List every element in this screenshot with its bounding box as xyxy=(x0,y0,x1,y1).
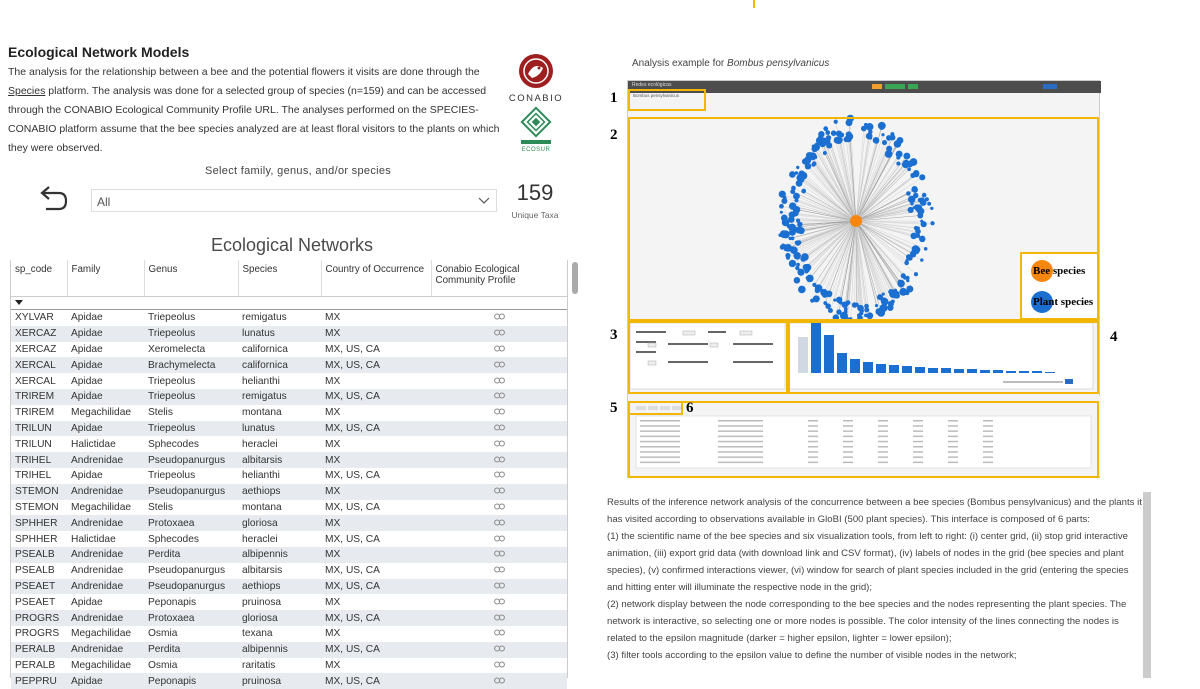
link-icon[interactable] xyxy=(494,408,505,415)
highlight-box-3 xyxy=(628,321,788,394)
cell-family: Halictidae xyxy=(67,436,144,452)
sort-desc-icon[interactable] xyxy=(11,297,67,310)
table-row xyxy=(11,563,567,579)
profile-link-cell[interactable] xyxy=(431,373,567,389)
cell-family: Apidae xyxy=(67,373,144,389)
label-3: 3 xyxy=(610,327,618,344)
profile-link-cell[interactable] xyxy=(431,563,567,579)
cell-genus: Pseudopanurgus xyxy=(144,579,238,595)
table-title: Ecological Networks xyxy=(211,235,373,256)
cell-species: californica xyxy=(238,357,321,373)
species-link[interactable]: Species xyxy=(8,85,45,97)
table-row xyxy=(11,547,567,563)
unique-taxa-card xyxy=(505,180,565,220)
cell-family: Andrenidae xyxy=(67,579,144,595)
table-row xyxy=(11,531,567,547)
profile-link-cell[interactable] xyxy=(431,405,567,421)
cell-sp-code: SPHHER xyxy=(11,531,67,547)
cell-country: MX xyxy=(321,658,431,674)
cell-species: helianthi xyxy=(238,468,321,484)
cell-family: Andrenidae xyxy=(67,563,144,579)
profile-link-cell[interactable] xyxy=(431,626,567,642)
profile-link-cell[interactable] xyxy=(431,642,567,658)
link-icon[interactable] xyxy=(494,535,505,542)
ecosur-emblem-icon xyxy=(519,108,553,146)
cell-country: MX xyxy=(321,326,431,342)
results-description xyxy=(607,494,1147,664)
link-icon[interactable] xyxy=(494,519,505,526)
cell-country: MX xyxy=(321,436,431,452)
link-icon[interactable] xyxy=(494,424,505,431)
link-icon[interactable] xyxy=(494,598,505,605)
page-title: Ecological Network Models xyxy=(8,44,189,60)
cell-species: aethiops xyxy=(238,484,321,500)
cell-country: MX, US, CA xyxy=(321,500,431,516)
cell-genus: Brachymelecta xyxy=(144,357,238,373)
cell-country: MX, US, CA xyxy=(321,342,431,358)
profile-link-cell[interactable] xyxy=(431,515,567,531)
profile-link-cell[interactable] xyxy=(431,610,567,626)
column-header-sp-code[interactable]: sp_code xyxy=(11,260,67,297)
link-icon[interactable] xyxy=(494,377,505,384)
cell-genus: Perdita xyxy=(144,642,238,658)
table-row xyxy=(11,610,567,626)
column-header-profile[interactable]: Conabio Ecological Community Profile xyxy=(431,260,567,297)
cell-genus: Pseudopanurgus xyxy=(144,452,238,468)
cell-family: Apidae xyxy=(67,389,144,405)
cell-country: MX, US, CA xyxy=(321,468,431,484)
cell-sp-code: PSEAET xyxy=(11,594,67,610)
cell-family: Andrenidae xyxy=(67,515,144,531)
profile-link-cell[interactable] xyxy=(431,500,567,516)
profile-link-cell[interactable] xyxy=(431,421,567,437)
cell-species: montana xyxy=(238,405,321,421)
cell-sp-code: PSEAET xyxy=(11,579,67,595)
taxa-filter-dropdown[interactable] xyxy=(91,189,497,212)
inner-green-button xyxy=(885,84,905,89)
cell-genus: Sphecodes xyxy=(144,436,238,452)
table-row xyxy=(11,673,567,689)
link-icon[interactable] xyxy=(494,345,505,352)
unique-taxa-value: 159 xyxy=(505,180,565,206)
cell-family: Megachilidae xyxy=(67,658,144,674)
cell-country: MX, US, CA xyxy=(321,389,431,405)
cell-sp-code: PROGRS xyxy=(11,610,67,626)
cell-family: Apidae xyxy=(67,421,144,437)
cell-genus: Xeromelecta xyxy=(144,342,238,358)
link-icon[interactable] xyxy=(494,661,505,668)
cell-genus: Osmia xyxy=(144,658,238,674)
cell-sp-code: XYLVAR xyxy=(11,310,67,326)
conabio-emblem-icon xyxy=(516,52,556,90)
cell-genus: Protoxaea xyxy=(144,610,238,626)
label-5: 5 xyxy=(610,400,618,417)
table-row xyxy=(11,658,567,674)
column-header-country[interactable]: Country of Occurrence xyxy=(321,260,431,297)
conabio-logo xyxy=(503,52,569,104)
inner-app-title: Redes ecológicas xyxy=(632,82,671,88)
highlight-box-4 xyxy=(788,321,1099,394)
legend-bee-species: Bee species xyxy=(1033,265,1085,277)
example-title: Analysis example for Bombus pensylvanicus xyxy=(632,58,829,69)
inner-species-name: Bombus pensylvanicus xyxy=(633,93,679,98)
table-row xyxy=(11,357,567,373)
ecosur-logo xyxy=(508,108,564,153)
cell-family: Apidae xyxy=(67,326,144,342)
cell-genus: Stelis xyxy=(144,405,238,421)
label-1: 1 xyxy=(610,90,618,107)
cell-country: MX xyxy=(321,515,431,531)
cell-genus: Triepeolus xyxy=(144,421,238,437)
profile-link-cell[interactable] xyxy=(431,468,567,484)
cell-genus: Peponapis xyxy=(144,594,238,610)
ecological-networks-table xyxy=(10,260,568,678)
cell-family: Apidae xyxy=(67,594,144,610)
link-icon[interactable] xyxy=(494,487,505,494)
column-header-species[interactable]: Species xyxy=(238,260,321,297)
filter-label: Select family, genus, and/or species xyxy=(205,165,391,177)
table-row xyxy=(11,436,567,452)
link-icon[interactable] xyxy=(494,361,505,368)
cell-species: lunatus xyxy=(238,421,321,437)
table-row xyxy=(11,500,567,516)
cell-genus: Pseudopanurgus xyxy=(144,484,238,500)
profile-link-cell[interactable] xyxy=(431,673,567,689)
profile-link-cell[interactable] xyxy=(431,326,567,342)
inner-blue-button xyxy=(1043,84,1057,89)
cell-species: heraclei xyxy=(238,436,321,452)
cell-family: Megachilidae xyxy=(67,405,144,421)
cell-species: helianthi xyxy=(238,373,321,389)
cell-species: aethiops xyxy=(238,579,321,595)
cell-country: MX xyxy=(321,405,431,421)
cell-species: pruinosa xyxy=(238,673,321,689)
label-6: 6 xyxy=(686,400,694,417)
cell-sp-code: PEPPRU xyxy=(11,673,67,689)
profile-link-cell[interactable] xyxy=(431,579,567,595)
cell-species: albitarsis xyxy=(238,452,321,468)
link-icon[interactable] xyxy=(494,503,505,510)
table-row xyxy=(11,421,567,437)
cell-country: MX xyxy=(321,310,431,326)
table-row xyxy=(11,310,567,326)
results-item-3: (3) filter tools according to the epsilon value to define the number of visible nodes in the network; xyxy=(607,647,1147,664)
cell-species: montana xyxy=(238,500,321,516)
table-row xyxy=(11,389,567,405)
results-scrollbar[interactable] xyxy=(1143,492,1151,678)
cell-sp-code: PSEALB xyxy=(11,563,67,579)
profile-link-cell[interactable] xyxy=(431,436,567,452)
back-button[interactable] xyxy=(34,184,70,214)
cell-sp-code: XERCAL xyxy=(11,357,67,373)
table-row xyxy=(11,326,567,342)
example-screenshot xyxy=(627,80,1100,478)
cell-family: Apidae xyxy=(67,673,144,689)
cell-country: MX xyxy=(321,452,431,468)
cell-country: MX, US, CA xyxy=(321,579,431,595)
cell-genus: Triepeolus xyxy=(144,468,238,484)
profile-link-cell[interactable] xyxy=(431,547,567,563)
cell-country: MX, US, CA xyxy=(321,563,431,579)
cell-genus: Osmia xyxy=(144,626,238,642)
results-item-1: (1) the scientific name of the bee species and six visualization tools, from left to right: (i) center grid, (ii) stop grid interactive animation, (iii) export grid data (with download link and CSV format), (iv) labels of nodes in the grid (bee species and plant species), (v) confirmed interactions viewer, (vi) window for search of plant species included in the grid (entering the species and hitting enter will illuminate the respective node in the grid); xyxy=(607,528,1147,596)
cell-species: remigatus xyxy=(238,389,321,405)
page-description: The analysis for the relationship between a bee and the potential flowers it visits are done through the Species platform. The analysis was done for a selected group of species (n=159) and can be accessed through the CONABIO Ecological Community Profile URL. The analyses performed on the SPECIES-CONABIO platform assume that the bee species analyzed are at least floral visitors to the plants on which they were observed. xyxy=(8,63,503,158)
conabio-logo-text: CONABIO xyxy=(503,93,569,104)
profile-link-cell[interactable] xyxy=(431,310,567,326)
cell-genus: Peponapis xyxy=(144,673,238,689)
profile-link-cell[interactable] xyxy=(431,531,567,547)
cell-species: raritatis xyxy=(238,658,321,674)
cell-sp-code: XERCAZ xyxy=(11,326,67,342)
cell-genus: Stelis xyxy=(144,500,238,516)
ecosur-logo-text: ECOSUR xyxy=(508,147,564,153)
cell-family: Andrenidae xyxy=(67,484,144,500)
link-icon[interactable] xyxy=(494,392,505,399)
profile-link-cell[interactable] xyxy=(431,452,567,468)
highlight-box-6 xyxy=(628,401,1099,478)
cell-species: texana xyxy=(238,626,321,642)
link-icon[interactable] xyxy=(494,550,505,557)
link-icon[interactable] xyxy=(494,440,505,447)
chevron-down-icon xyxy=(478,194,490,206)
table-row xyxy=(11,484,567,500)
table-row xyxy=(11,594,567,610)
table-row xyxy=(11,515,567,531)
cell-family: Andrenidae xyxy=(67,452,144,468)
cell-species: albipennis xyxy=(238,547,321,563)
profile-link-cell[interactable] xyxy=(431,357,567,373)
cell-genus: Triepeolus xyxy=(144,326,238,342)
legend-plant-species: Plant species xyxy=(1033,296,1093,308)
profile-link-cell[interactable] xyxy=(431,389,567,405)
cell-genus: Triepeolus xyxy=(144,373,238,389)
cell-sp-code: TRILUN xyxy=(11,421,67,437)
cell-genus: Protoxaea xyxy=(144,515,238,531)
label-2: 2 xyxy=(610,127,618,144)
profile-link-cell[interactable] xyxy=(431,658,567,674)
cell-country: MX, US, CA xyxy=(321,531,431,547)
label-4: 4 xyxy=(1110,329,1118,346)
cell-species: remigatus xyxy=(238,310,321,326)
sort-indicator-row xyxy=(11,297,567,310)
cell-family: Apidae xyxy=(67,342,144,358)
cell-genus: Perdita xyxy=(144,547,238,563)
cell-family: Apidae xyxy=(67,310,144,326)
cell-sp-code: SPHHER xyxy=(11,515,67,531)
cell-sp-code: XERCAL xyxy=(11,373,67,389)
cell-family: Andrenidae xyxy=(67,610,144,626)
cell-sp-code: PROGRS xyxy=(11,626,67,642)
profile-link-cell[interactable] xyxy=(431,594,567,610)
table-row xyxy=(11,405,567,421)
cell-country: MX, US, CA xyxy=(321,357,431,373)
cell-sp-code: XERCAZ xyxy=(11,342,67,358)
cell-species: gloriosa xyxy=(238,515,321,531)
link-icon[interactable] xyxy=(494,456,505,463)
link-icon[interactable] xyxy=(494,582,505,589)
table-row xyxy=(11,373,567,389)
cell-species: californica xyxy=(238,342,321,358)
link-icon[interactable] xyxy=(494,329,505,336)
cell-country: MX, US, CA xyxy=(321,642,431,658)
cell-sp-code: TRIHEL xyxy=(11,452,67,468)
link-icon[interactable] xyxy=(494,629,505,636)
table-row xyxy=(11,579,567,595)
table-row xyxy=(11,468,567,484)
cell-sp-code: TRIREM xyxy=(11,389,67,405)
cell-genus: Triepeolus xyxy=(144,389,238,405)
cell-country: MX, US, CA xyxy=(321,673,431,689)
cell-genus: Pseudopanurgus xyxy=(144,563,238,579)
cell-sp-code: PERALB xyxy=(11,658,67,674)
cell-sp-code: STEMON xyxy=(11,500,67,516)
inner-orange-button xyxy=(872,84,882,89)
table-row xyxy=(11,342,567,358)
cell-family: Apidae xyxy=(67,357,144,373)
cell-country: MX xyxy=(321,547,431,563)
undo-arrow-icon xyxy=(34,184,70,214)
column-header-family[interactable]: Family xyxy=(67,260,144,297)
cell-country: MX xyxy=(321,484,431,500)
results-item-2: (2) network display between the node corresponding to the bee species and the nodes representing the plant species. The network is interactive, so selecting one or more nodes is possible. The color intensity of the lines connecting the nodes is related to the epsilon magnitude (darker = higher epsilon, lighter = lower epsilon); xyxy=(607,596,1147,647)
cell-family: Andrenidae xyxy=(67,642,144,658)
cell-sp-code: TRILUN xyxy=(11,436,67,452)
cell-species: lunatus xyxy=(238,326,321,342)
link-icon[interactable] xyxy=(494,566,505,573)
cell-family: Halictidae xyxy=(67,531,144,547)
cell-country: MX xyxy=(321,373,431,389)
cell-sp-code: TRIHEL xyxy=(11,468,67,484)
cell-species: albitarsis xyxy=(238,563,321,579)
cell-genus: Triepeolus xyxy=(144,310,238,326)
cell-family: Megachilidae xyxy=(67,626,144,642)
cell-country: MX xyxy=(321,594,431,610)
cell-sp-code: PERALB xyxy=(11,642,67,658)
profile-link-cell[interactable] xyxy=(431,484,567,500)
link-icon[interactable] xyxy=(494,471,505,478)
link-icon[interactable] xyxy=(494,614,505,621)
table-scrollbar[interactable] xyxy=(572,262,578,294)
cell-family: Andrenidae xyxy=(67,547,144,563)
table-row xyxy=(11,642,567,658)
cell-species: gloriosa xyxy=(238,610,321,626)
link-icon[interactable] xyxy=(494,313,505,320)
cell-country: MX xyxy=(321,626,431,642)
link-icon[interactable] xyxy=(494,677,505,684)
cell-family: Megachilidae xyxy=(67,500,144,516)
profile-link-cell[interactable] xyxy=(431,342,567,358)
cell-sp-code: PSEALB xyxy=(11,547,67,563)
cell-species: pruinosa xyxy=(238,594,321,610)
results-intro: Results of the inference network analysis of the concurrence between a bee species (Bombus pensylvanicus) and the plants it has visited according to observations available in GloBI (500 plant species). This interface is composed of 6 parts: xyxy=(607,494,1147,528)
cell-country: MX, US, CA xyxy=(321,421,431,437)
unique-taxa-label: Unique Taxa xyxy=(505,210,565,220)
cell-family: Apidae xyxy=(67,468,144,484)
taxa-filter-value: All xyxy=(97,195,110,209)
cell-genus: Sphecodes xyxy=(144,531,238,547)
cell-species: albipennis xyxy=(238,642,321,658)
table-row xyxy=(11,626,567,642)
inner-green-button-2 xyxy=(908,84,918,89)
cell-species: heraclei xyxy=(238,531,321,547)
cell-sp-code: TRIREM xyxy=(11,405,67,421)
table-row xyxy=(11,452,567,468)
top-marker xyxy=(753,0,755,8)
cell-country: MX, US, CA xyxy=(321,610,431,626)
column-header-genus[interactable]: Genus xyxy=(144,260,238,297)
table-header-row xyxy=(11,260,567,297)
link-icon[interactable] xyxy=(494,645,505,652)
cell-sp-code: STEMON xyxy=(11,484,67,500)
